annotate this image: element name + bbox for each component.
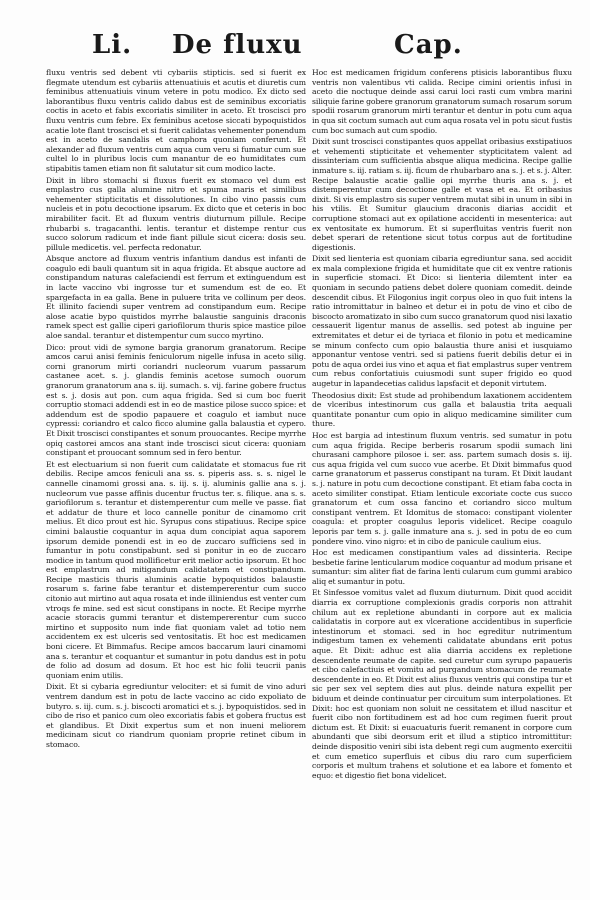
paragraph-text: Theodosius dixit: Est stude ad prohibendum laxationem accidentem de vlceribus intestinorum cus galla et balaustia trita aequali quantitate ponantur cum opio in aliquo medicamine similiter cum thure.: [312, 390, 572, 429]
paragraph-text: Et Sinfessoe vomitus valet ad fluxum diuturnum. Dixit quod accidit diarria ex corruptione complexionis gradis corporis non attrahit chilum aut ex repletione abundanti in corpore aut ex malicia calidatatis in corpore aut ex vlceratione accidentibus in superficie intestinorum et stomaci. sed in hoc egreditur nutrimentum indigestum tamen ex vehementi calidatate abundans erit potus aque. Et Dixit: adhuc est alia diarria accidens ex repletione descendente reumate de capite. sed curetur cum syrupo papaueris et cibo calefactiuis et vomitu ad purgandum stomacum de reumate descendente in eo. Et Dixit est alius fluxus ventris qui constipa tur et sic per sex vel septem dies aut plus. deinde natura expellit per biduum et deinde continuatur per circuitum sum interpolationes. Et Dixit: hoc est quoniam non soluit ne cessitatem et illud nascitur et fuerit cibo non fortitudinem est ad hoc cum regimen fuerit prout dictum est. Et Dixit: si euacuaturis fuerit remanent in corpore cum abundanti que sibi deorsum erit et illud a stiptico intromittitur: deinde dispositio veniri sibi ista debent regi cum augmento exercitii et cum emetico superfluis et cibus diu raro cum superficiem corporis et multum trahens et solutione et ea labore et fomento et equo: et digestio fiet bona videlicet.: [312, 588, 572, 780]
running-header: [0, 28, 590, 68]
paragraph-text: fluxu ventris sed debent vti cybariis stipticis. sed si fuerit ex flegmate utendum est cybariis attenuatiuis et acutis et diuretis cum feminibus attenuatiuis vinum vetere in potu modico. Ex dicto sed laborantibus fluxu ventris calido dabus est de seminibus excoriatis coctis in aceto et fabis excoriatis similiter in aceto. Et troscisci pro fluxu ventris cum febre. Ex feminibus acetose siccati bypoquistidos acatie lote flant troscisci et si fuerit calidatas vehementer ponendum est in aceto de sandalis et camphora quoniam conferunt. Et alexander ad fluxum ventris cum aqua cum veru si fumatur cum sue cultel lo in pluribus locis cum manantur de eo humiditates cum stipabitis tamen etiam non fit salutatur sit cum modico lacte.: [46, 68, 306, 173]
paragraph: [46, 682, 306, 749]
paragraph-text: Dico: prout vidi de symone bargia granorum granatorum. Recipe amcos carui anisi feminis feniculorum nigelle infusa in aceto silig. corni granorum mirti coriandri nucleorum vuarum passarum castanee acet. s. j. glandis feminis acetose sumoch ouorum granorum granatorum ana s. iij. sumach. s. vij. farine gobere fructus est s. j. dosis aut pon. cum aqua frigida. Sed si cum boc fuerit corruptio stomaci addendi est in eo de mastice pilose succo spice: et addendum est de spodio papauere et coagulo et iambut nuce cypressi: coriandro et calco ficco alumine galla balaustia et cypero. Et Dixit troscisci constipantes et sonum prouocantes. Recipe myrrhe opiq castorei amcos ana stant inde troscisci sicut cicera: quoniam constipant et prouocant somnum sed in fero bentur.: [46, 342, 306, 458]
paragraph-text: Dixit sed lienteria est quoniam cibaria egrediuntur sana. sed accidit ex mala complexione frigida et humiditate que cit ex ventre rationis in superficie stomaci. Et Dico: si lienteria dilemtent inter ea quoniam in secundo patiens debet dolere quoniam comedit. deinde descendit cibus. Et Filogonius ingit corpus oleo in quo fuit intens la ratio intromittatur in balneo et detur ei in potu de vino et cibo de biscocto aromatizato in sibo cum succo granatorum quod nisi laxatio cessauerit ligentur manus de assellis. sed potest ab inguine per extremitates et detur ei de tyriaca et filonio in potu et medicamine se minum confecto cum opio balaustia thure anisi et iusquiamo apponantur ventose ventri. sed si patiens fuerit debilis detur ei in potu de aqua ordei ius vino et aqua et fiat emplastrus super ventrem cum rebus confortatiuis cuiusmodi sunt super frigido eo quod augetur in lapandecetias calidus lapsfacit et deponit virtutem.: [312, 254, 572, 388]
paragraph-text: Hoc est medicamen frigidum conferens ptisicis laborantibus fluxu ventris non valentibus vti calida. Recipe cimini orientis infusi in aceto die noctuque deinde assi carui loci rasti cum vmbra marini siliquie farine gobere granorum granatorum sumach rosarum sorum spodii rosarum granorum mirti terantur et dentur in potu cum aqua in qua sit coctum sumach aut cum aqua rosata vel in potu sicut fustis cum boc sumach aut cum spodio.: [312, 68, 572, 135]
paragraph-text: Dixit. Et si cybaria egrediuntur velociter: et si fumit de vino aduri ventrem dandum est in potu de lacte vaccino ac cido expoliato de butyro. s. iij. cum. s. j. biscocti aromatici et s. j. bypoquistidos. sed in cibo de riso et panico cum oleo excoriatis fabis et gobera fructus est et glandibus. Et Dixit expertus sum et non inueni meliorem medicinam sicut co riandrum quoniam proprie retinet cibum in stomaco.: [46, 682, 306, 749]
paragraph-text: Et est electuarium si non fuerit cum calidatate et stomacus fue rit debilis. Recipe amcos feniculi ana ss. s. piperis ass. s. s. nigel le cannelle cinamomi grossi ana. s. iij. s. ij. aluminis gallie ana s. j. nucleorum vue passe affinis ducentur fructus ter. s. filique. ana s. s. gariofilorum s. terantur et distemperentur cum melle ve passe. fiat et addatur de thure et loco cannelle ponitur de cinamomo crit melius. Et dico prout est hic. Syrupus cons stipatiuus. Recipe spice cimini balaustie coquantur in aqua dum concipiat aqua saporem ipsorum demide ponendi est in eo de zuccaro sufficiens sed in fumantur in potu constipabunt. sed si ponitur in eo de zuccaro modice in tantum quod mollificetur erit melior actio ipsorum. Et hoc est emplastrum ad mitigandum calidatatem et constipandum. Recipe masticis thuris aluminis acatie bypoquistidos balaustie rosarum s. farine fabe terantur et distempererentur cum succo citonio aut mirtino aut aqua rosata et inde illiniendus est venter cum vtroqs fe mine. sed est sicut constipans in nocte. Et Recipe myrrhe acacie storacis gummi terantur et distempererentur cum succo mirtino et supposito num inde fiat quoniam valet ad totio nem accidentem ex est ulceris sed ventositatis. Et hoc est medicamen boni cicere. Et Bimmafus. Recipe amcos baccarum lauri cinamomi ana s. terantur et coquantur et sumantur in potu dandus est in potu de folio ad dosum ad dosum. Et hoc est hic folii teucrii panis quoniam enim utilis.: [46, 459, 306, 680]
header-title: De fluxu: [172, 30, 303, 60]
paragraph-text: Hoc est medicamen constipantium vales ad dissinteria. Recipe besbetie farine lenticularum modice coquantur ad modum prisane et sumantur: sim aliter fiat de farina lenti cularum cum gummi arabico aliq et sumantur in potu.: [312, 548, 572, 586]
paragraph: [46, 68, 306, 174]
left-text-column: [46, 68, 306, 868]
paragraph: [312, 68, 572, 135]
paragraph-text: Hoc est bargia ad intestinum fluxum ventris. sed sumatur in potu cum aqua frigida. Recipe berberis rosarum spodii sumach lini churasani camphore pilosoe i. ser. ass. partem sumach dosis s. iij. cus aqua frigida vel cum succo vue acerbe. Et Dixit bimmafus quod carne granatorum et passerus constipant na turam. Et Dixit laudant s. j. nature in potu cum decoctione constipant. Et etiam faba cocta in aceto similiter constipat. Etiam lenticule excoriate cocte cus succo granatorum et cum ossa fancino et coriandro sicco multum constipant ventrem. Et Idomitus de stomaco: constipant violenter coagula: et propter coagulus leporis videlicet. Recipe coagulo leporis par tem s. j. galle inmature ana s. j. sed in potu de eo cum pondere vino. vino nigro: et in cibo de panicule caulium eius.: [312, 430, 572, 546]
paragraph: [312, 431, 572, 546]
paragraph-text: Absque anctore ad fluxum ventris infantium dandus est infanti de coagulo edi bauli quantum sit in aqua frigida. Et absque auctore ad constipandum naturas calefaciendi est ferrum et extinguendum est in lacte vaccino vbi ingrosse tur et sumendum est de eo. Et spargefacta in ea galla. Bene in puluere trita ve collinum per deos. Et illinito faciendi super ventrem ad constipandum eum. Recipe alose acatie bypo quistidos myrrhe balaustie sanguinis draconis ramek spect est gallie ciperi gariofilorum thuris spice mastice piloe aloe sandal. terantur et distempentur cum succo myrtino.: [46, 254, 306, 341]
paragraph-text: Dixit sunt troscisci constipantes quos appellat oribasius exstipatiuos et vehementi stipticitate et vehementer stypticitatem valent ad dissinteriam cum sufficientia absque aliqua medicina. Recipe gallie inmature s. iij. ratiam s. iij. ficum de rhubarbaro ana s. j. et s. j. Alter. Recipe balaustie acatie gallie opi myrrhe thuris ana s. j. et distemperentur cum decoctione galle et vasa et ea. Et oribasius dixit. Si vis emplastro sis super ventrem mutat sibi in unum in sibi in his vtilis. Et Sumitur glaucium draconis diarias accidit et corruptione stomaci aut ex opilatione accidenti in mesenterica: aut ex ventositate ex humorum. Et si superfluitas ventris fuerit non debet sperari de retentione sicut totus corpus aut de fortitudine digestionis.: [312, 137, 572, 252]
paragraph: [312, 548, 572, 586]
paragraph: [46, 460, 306, 681]
paragraph: [46, 176, 306, 253]
paragraph: [46, 254, 306, 340]
paragraph: [312, 137, 572, 252]
header-book-number: Li.: [92, 30, 133, 60]
paragraph: [46, 343, 306, 458]
paragraph-text: Dixit in libro stomachi si fluxus fuerit ex stomaco vel dum est emplastro cus galla alumine nitro et spuma maris et similibus vehementer stipticitatis et dissolutiones. In cibo vino passis cum nucleis et in potu decoctione ipsarum. Ex dicto que et ceteris in boc mirabiliter facit. Et ad fluxum ventris diuturnum pillule. Recipe rhubarbi s. tragacanthi. lentis. terantur et distempe rentur cus succo solorum radicum et inde fiant pillule sicut cicera: dosis seu. pillule medicetis. vel. perfecta redonatur.: [46, 175, 306, 252]
paragraph: [312, 391, 572, 429]
paragraph: [312, 588, 572, 780]
right-text-column: [312, 68, 572, 868]
header-chapter: Cap.: [394, 30, 463, 60]
paragraph: [312, 254, 572, 388]
